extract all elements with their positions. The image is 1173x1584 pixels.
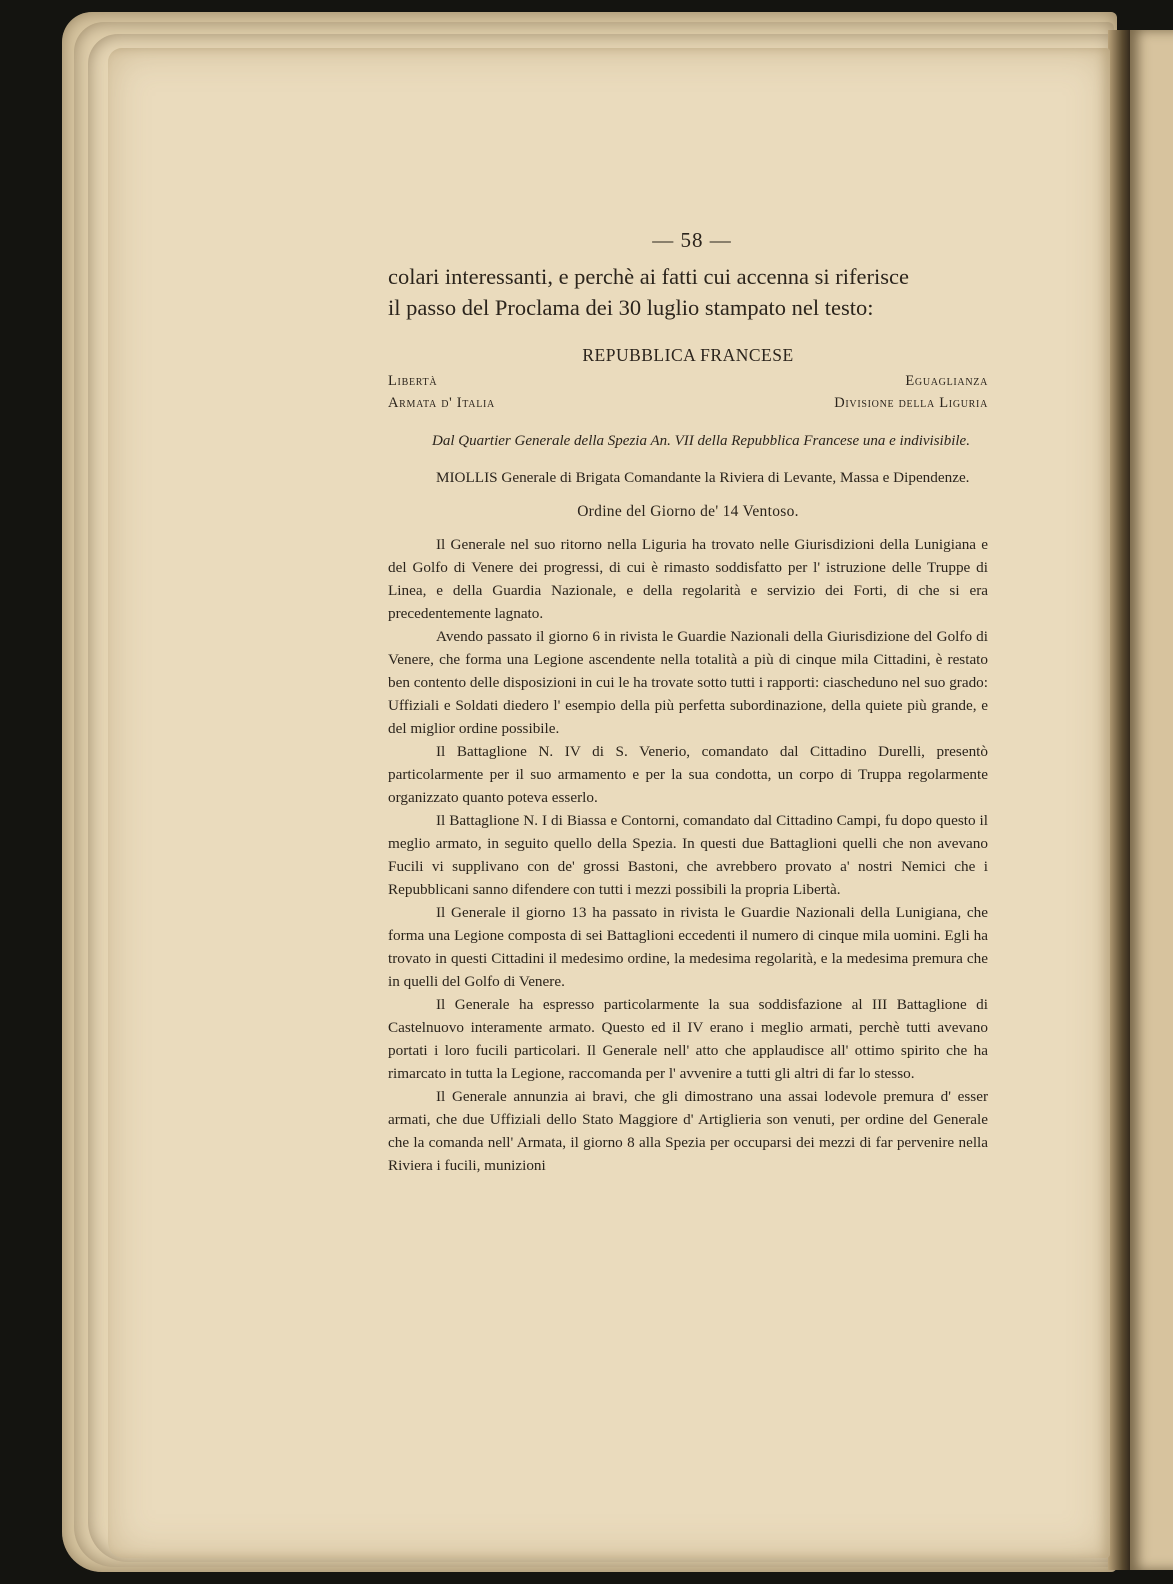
body-paragraph: Il Generale annunzia ai bravi, che gli dimostrano una assai lodevole premura d' esser armati, che due Uffiziali dello Stato Maggiore d' Artiglieria son venuti, per ordine del Generale che la comanda nell' Armata, il giorno 8 alla Spezia per occuparsi dei mezzi di far pervenire nella Riviera i fucili, munizioni [388, 1088, 988, 1174]
book-gutter [1108, 30, 1132, 1570]
facing-page-edge [1130, 30, 1173, 1570]
body-paragraph: Il Generale ha espresso particolarmente la sua soddisfazione al III Battaglione di Castelnuovo interamente armato. Questo ed il IV erano i meglio armati, perchè tutti avevano portati i loro fucili particolari. Il Generale nell' atto che applaudisce all' ottimo spirito che ha rimarcato in tutta la Legione, raccomanda per l' avvenire a tutti gli altri di far lo stesso. [388, 996, 988, 1082]
header-left-armata: Armata d' Italia [388, 395, 495, 411]
header-row [388, 392, 988, 414]
order-title: Ordine del Giorno de' 14 Ventoso. [577, 503, 799, 520]
header-right-eguaglianza: Eguaglianza [905, 373, 988, 389]
page-number: — 58 — [652, 228, 732, 252]
body-paragraph: Il Generale il giorno 13 ha passato in rivista le Guardie Nazionali della Lunigiana, che forma una Legione composta di sei Battaglioni eccedenti il numero di cinque mila uomini. Egli ha trovato in questi Cittadini il medesimo ordine, la medesima regolarità, e la medesima premura che in quelli del Golfo di Venere. [388, 904, 988, 990]
header-left-liberta: Libertà [388, 373, 438, 389]
header-right-divisione: Divisione della Liguria [834, 395, 988, 411]
header-row [388, 370, 988, 392]
body-paragraph: Avendo passato il giorno 6 in rivista le Guardie Nazionali della Giurisdizione del Golfo di Venere, che forma una Legione ascendente nella totalità a più di cinque mila Cittadini, è restato ben contento delle disposizioni in cui le ha trovate sotto tutti i rapporti: ciascheduno nel suo grado: Uffiziali e Soldati diedero l' esempio della più perfetta subordinazione, della quiete più grande, e del miglior ordine possibile. [388, 628, 988, 737]
issuer-paragraph: MIOLLIS Generale di Brigata Comandante la Riviera di Levante, Massa e Dipendenze. [436, 469, 970, 486]
body-paragraph: Il Generale nel suo ritorno nella Liguria ha trovato nelle Giurisdizioni della Lunigiana e del Golfo di Venere dei progressi, di cui è rimasto soddisfatto per l' istruzione delle Truppe di Linea, e della Guardia Nazionale, e della regolarità e servizio dei Forti, di che si era precedentemente lagnato. [388, 536, 988, 622]
page-content [388, 228, 988, 1177]
dateline: Dal Quartier Generale della Spezia An. VII della Repubblica Francese una e indivisibile. [432, 433, 970, 449]
body-paragraph: Il Battaglione N. IV di S. Venerio, comandato dal Cittadino Durelli, presentò particolarmente per il suo armamento e per la sua condotta, un corpo di Truppa regolarmente organizzato quanto poteva esserlo. [388, 743, 988, 806]
lead-line: il passo del Proclama dei 30 luglio stampato nel testo: [388, 295, 874, 320]
lead-line: colari interessanti, e perchè ai fatti cui accenna si riferisce [388, 264, 909, 289]
body-paragraph: Il Battaglione N. I di Biassa e Contorni, comandato dal Cittadino Campi, fu dopo questo il meglio armato, in seguito quello della Spezia. In questi due Battaglioni quelli che non avevano Fucili vi supplivano con de' grossi Bastoni, che avrebbero provato a' nostri Nemici che i Repubblicani sanno difendere con tutti i mezzi possibili la propria Libertà. [388, 812, 988, 898]
republic-heading: REPUBBLICA FRANCESE [582, 345, 794, 365]
